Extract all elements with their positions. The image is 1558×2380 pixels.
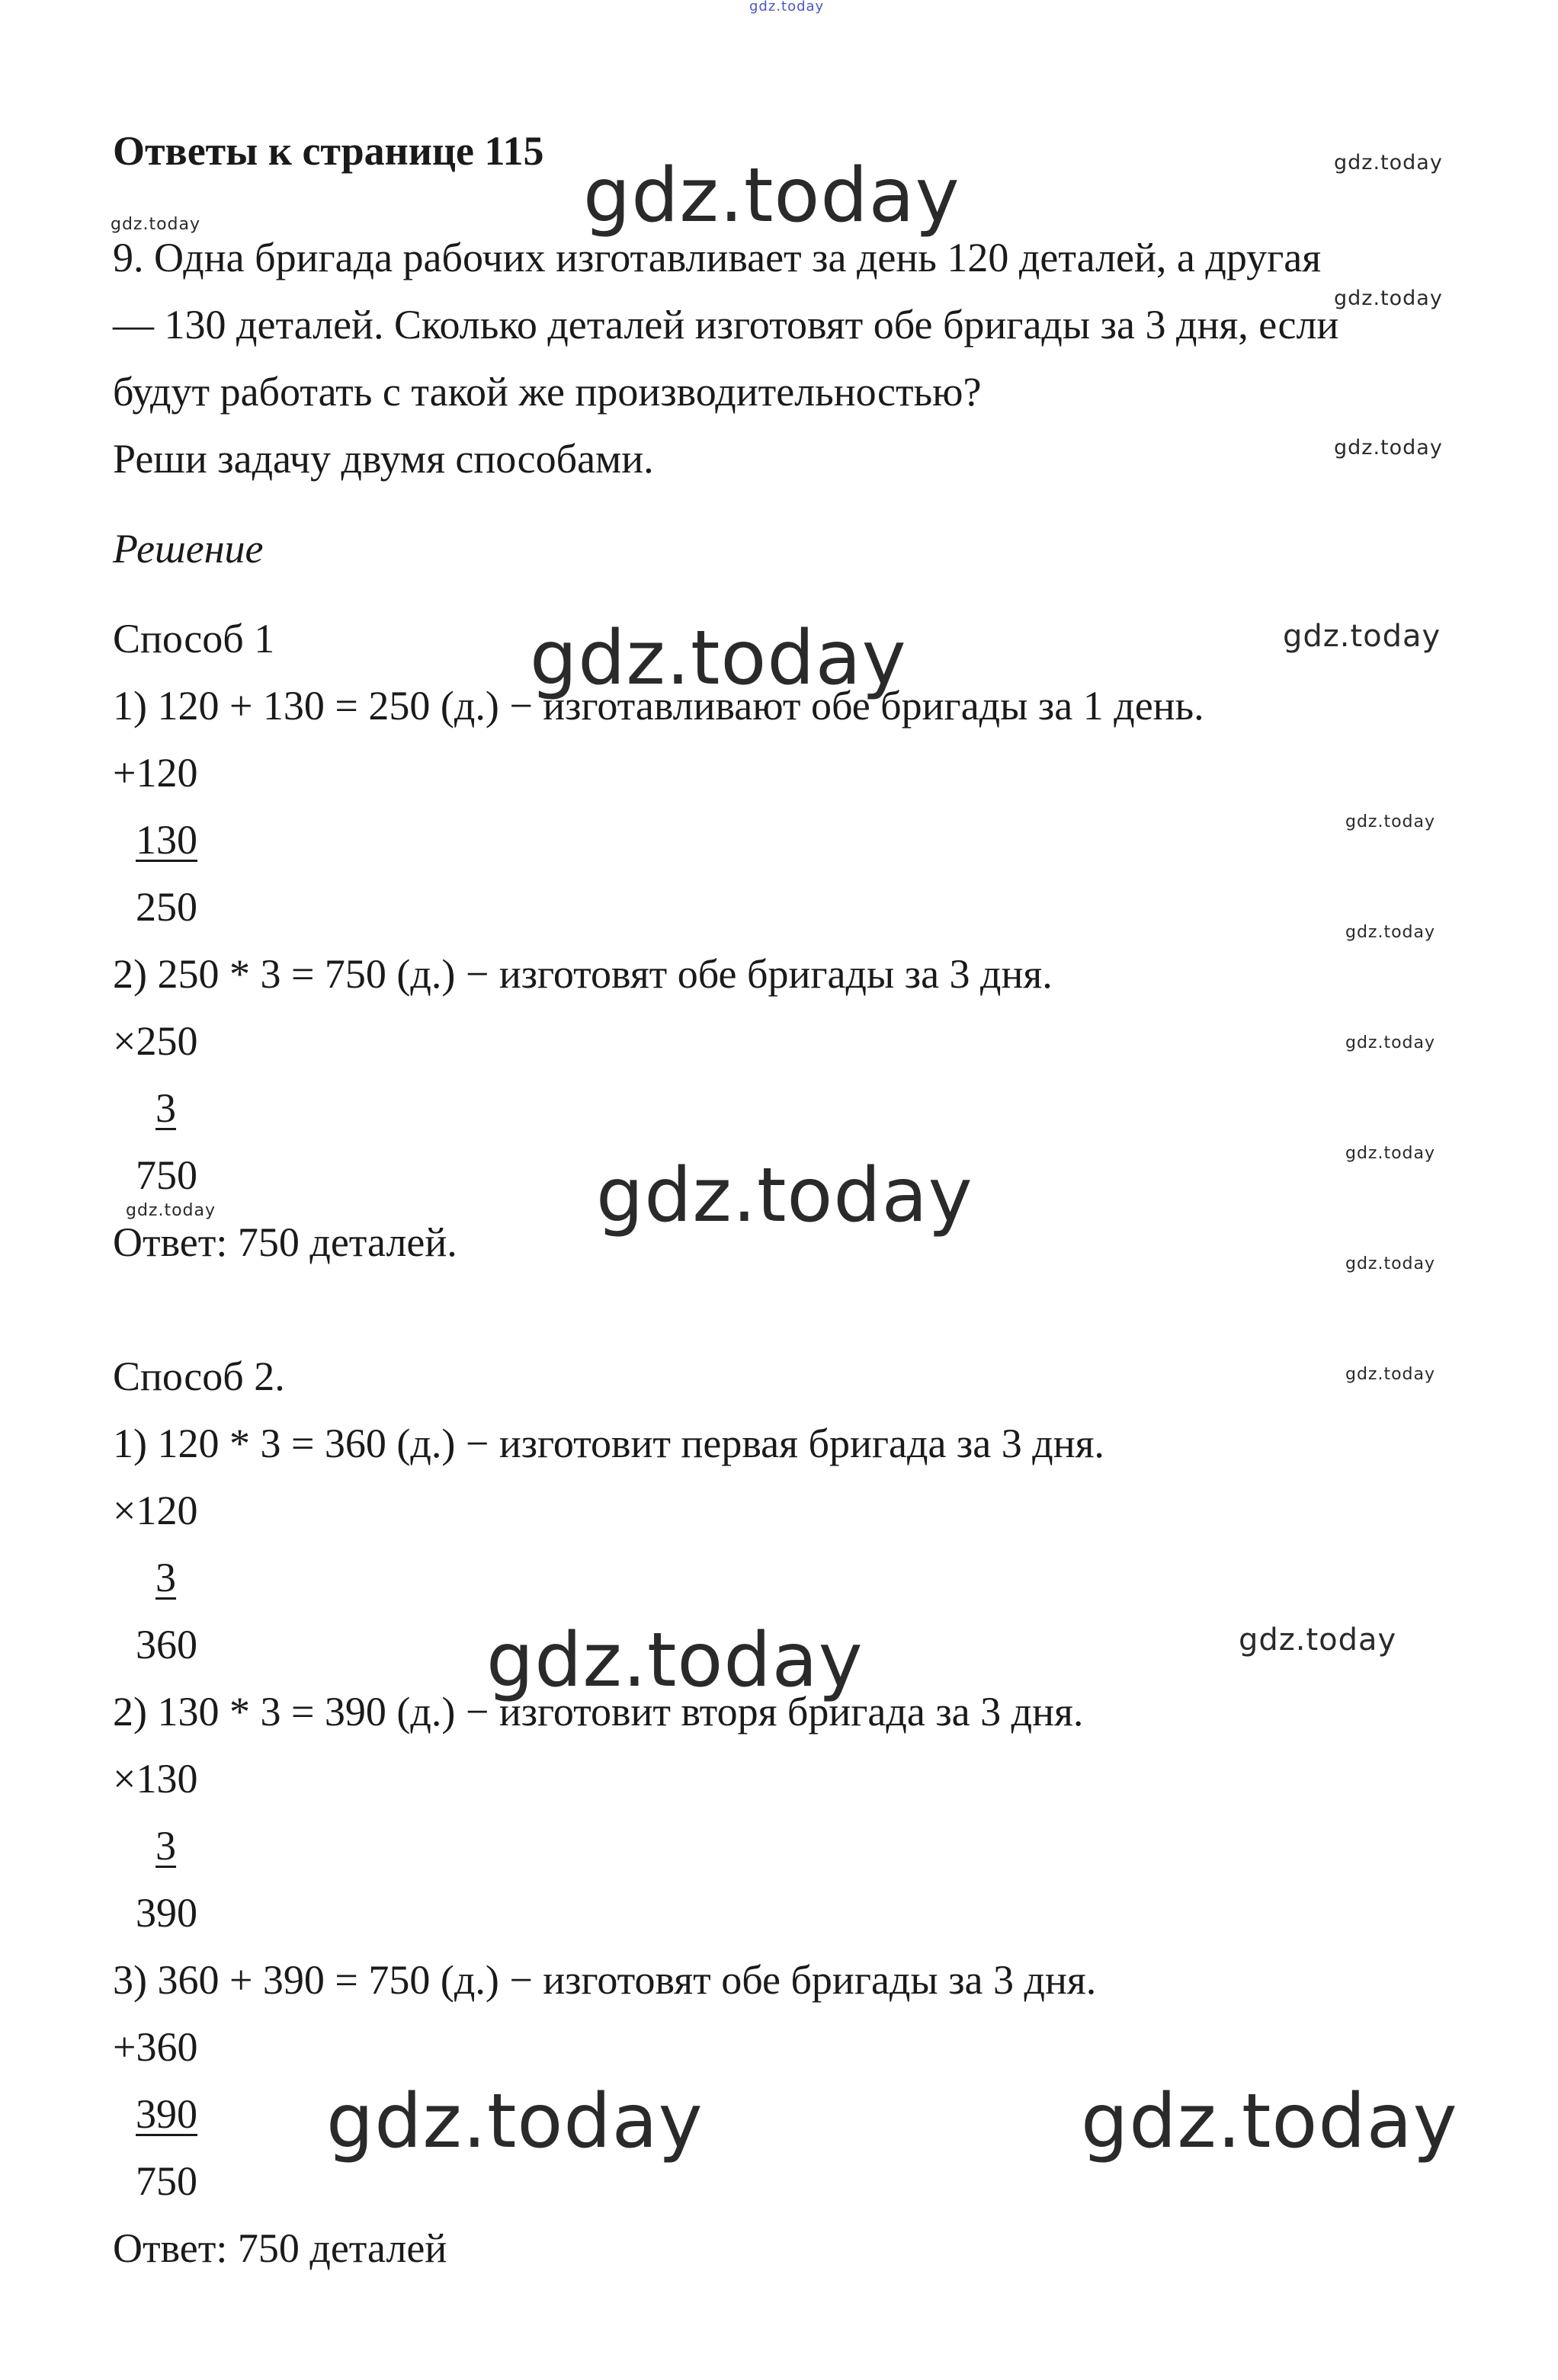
multiplier: 3: [155, 1823, 176, 1869]
column-calc-line: [136, 1084, 196, 1132]
method1-heading: Способ 1: [113, 616, 275, 661]
watermark: gdz.today: [326, 2078, 704, 2165]
column-calc-line: ×120: [113, 1488, 198, 1533]
watermark: gdz.today: [1334, 436, 1443, 460]
watermark: gdz.today: [596, 1152, 973, 1239]
column-calc-line: +120: [113, 750, 198, 796]
column-calc-result: 360: [136, 1622, 197, 1667]
method2-step2: 2) 130 * 3 = 390 (д.) − изготовит вторя бригада за 3 дня.: [113, 1689, 1084, 1735]
method2-step3: 3) 360 + 390 = 750 (д.) − изготовят обе бригады за 3 дня.: [113, 1957, 1097, 2003]
watermark: gdz.today: [1345, 923, 1436, 942]
method1-step2: 2) 250 * 3 = 750 (д.) − изготовят обе бригады за 3 дня.: [113, 951, 1053, 997]
watermark: gdz.today: [1345, 1033, 1436, 1052]
method2-heading: Способ 2.: [113, 1353, 285, 1399]
column-calc-result: 750: [136, 1152, 197, 1198]
column-calc-line: 390: [136, 2091, 197, 2137]
watermark: gdz.today: [1334, 287, 1443, 310]
task-line: Реши задачу двумя способами.: [113, 436, 654, 482]
watermark: gdz.today: [1239, 1622, 1397, 1658]
watermark: gdz.today: [111, 215, 201, 234]
column-calc-line: [136, 1821, 196, 1870]
column-calc-line: 130: [136, 817, 197, 863]
column-calc-line: ×130: [113, 1756, 198, 1802]
watermark: gdz.today: [583, 152, 960, 239]
column-calc-line: +360: [113, 2024, 198, 2070]
watermark: gdz.today: [1345, 812, 1436, 831]
column-calc-result: 390: [136, 1890, 197, 1936]
multiplier: 3: [155, 1085, 176, 1131]
task-line: 9. Одна бригада рабочих изготавливает за день 120 деталей, а другая: [113, 235, 1322, 280]
watermark: gdz.today: [1345, 1144, 1436, 1163]
column-calc-result: 750: [136, 2158, 197, 2204]
page-title: Ответы к странице 115: [113, 128, 544, 174]
method2-answer: Ответ: 750 деталей: [113, 2225, 447, 2271]
solution-heading: Решение: [113, 526, 264, 572]
watermark: gdz.today: [1283, 619, 1441, 654]
multiplier: 3: [155, 1555, 176, 1600]
watermark: gdz.today: [1345, 1365, 1436, 1384]
column-calc-result: 250: [136, 884, 197, 930]
watermark: gdz.today: [749, 0, 825, 14]
watermark: gdz.today: [126, 1201, 216, 1220]
watermark: gdz.today: [1345, 1254, 1436, 1273]
watermark: gdz.today: [1081, 2078, 1458, 2165]
watermark: gdz.today: [530, 615, 907, 702]
watermark: gdz.today: [1334, 151, 1443, 175]
watermark: gdz.today: [486, 1617, 864, 1704]
task-line: — 130 деталей. Сколько деталей изготовят обе бригады за 3 дня, если: [113, 302, 1339, 348]
method1-step1: 1) 120 + 130 = 250 (д.) − изготавливают обе бригады за 1 день.: [113, 683, 1204, 729]
method1-answer: Ответ: 750 деталей.: [113, 1219, 457, 1265]
task-line: будут работать с такой же производительностью?: [113, 369, 982, 415]
method2-step1: 1) 120 * 3 = 360 (д.) − изготовит первая бригада за 3 дня.: [113, 1421, 1104, 1466]
column-calc-line: ×250: [113, 1018, 198, 1064]
column-calc-line: [136, 1553, 207, 1602]
